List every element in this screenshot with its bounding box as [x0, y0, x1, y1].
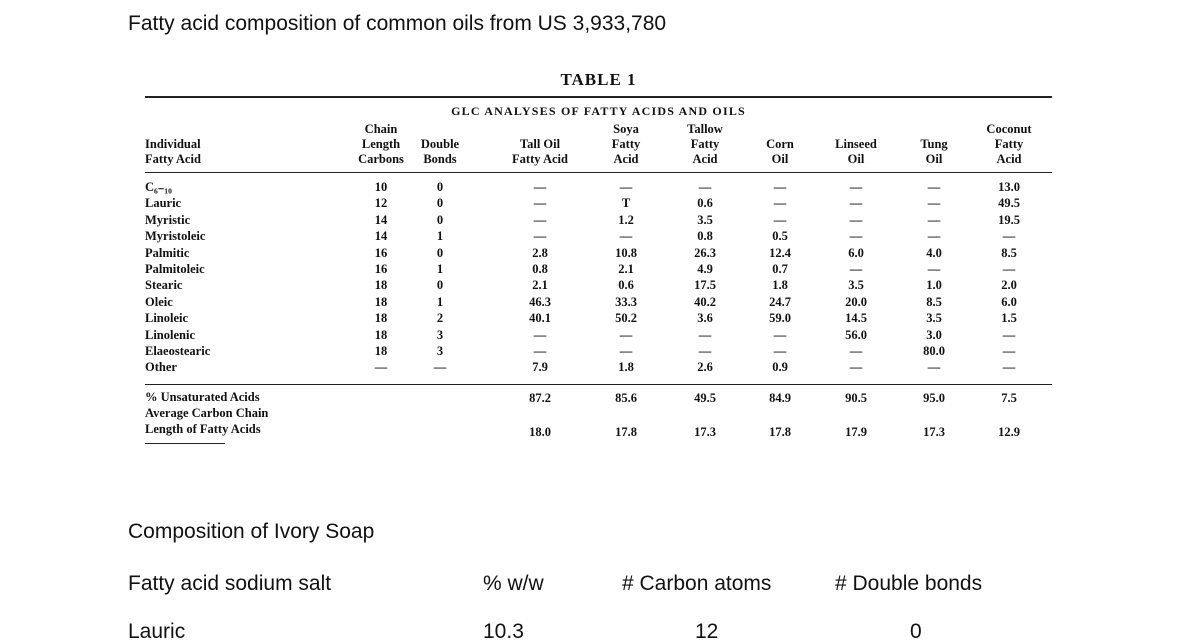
- table-cell: —: [927, 196, 941, 211]
- ivory-header-percent: % w/w: [483, 572, 544, 595]
- table-column-header: Individual Fatty Acid: [145, 137, 201, 166]
- summary-cell-unsaturated: 87.2: [529, 391, 551, 405]
- table-cell: —: [374, 360, 388, 375]
- table-cell: —: [927, 229, 941, 244]
- summary-cell-chain-length: 18.0: [529, 425, 551, 439]
- table-cell: —: [698, 180, 712, 194]
- table-top-rule: [145, 96, 1052, 98]
- table-row-label: Elaeostearic: [145, 344, 211, 358]
- table-cell: —: [773, 180, 787, 194]
- table-cell: —: [849, 212, 863, 227]
- table-cell: —: [849, 229, 863, 244]
- table-cell: —: [533, 196, 547, 211]
- table-cell: —: [927, 180, 941, 194]
- table-cell: 14.5: [845, 311, 867, 326]
- table-cell: 13.0: [998, 180, 1020, 194]
- table-cell: —: [619, 344, 633, 358]
- table-cell: 49.5: [998, 196, 1020, 211]
- summary-cell-chain-length: 17.8: [769, 425, 791, 439]
- table-subtitle: GLC ANALYSES OF FATTY ACIDS AND OILS: [451, 104, 746, 118]
- table-cell: 33.3: [615, 294, 637, 309]
- table-row-label: Palmitoleic: [145, 262, 205, 276]
- table-row-label: Other: [145, 360, 177, 375]
- table-cell: —: [619, 229, 633, 244]
- table-cell: 0.7: [772, 262, 788, 276]
- ivory-row-percent: 10.3: [483, 620, 524, 643]
- summary-cell-unsaturated: 84.9: [769, 391, 791, 405]
- table-cell: 2.1: [532, 278, 548, 293]
- table-row-label: C₆₋₁₀: [145, 180, 172, 194]
- table-cell: 8.5: [926, 294, 942, 309]
- table-cell: —: [619, 180, 633, 194]
- table-cell: 0: [436, 245, 444, 260]
- table-row-label: Myristoleic: [145, 229, 206, 244]
- table-cell: —: [773, 196, 787, 211]
- table-row-label: Oleic: [145, 294, 173, 309]
- table-cell: 18: [374, 311, 388, 326]
- table-cell: —: [1002, 344, 1016, 358]
- summary-cell-unsaturated: 7.5: [1001, 391, 1017, 405]
- table-cell: —: [1002, 327, 1016, 342]
- table-column-header: Linseed Oil: [835, 137, 877, 166]
- table-cell: 40.2: [694, 294, 716, 309]
- table-cell: —: [773, 327, 787, 342]
- ivory-row-double: 0: [910, 620, 922, 643]
- table-cell: 0.9: [772, 360, 788, 375]
- table-cell: 40.1: [529, 311, 551, 326]
- table-row-label: Stearic: [145, 278, 183, 293]
- table-cell: 0: [436, 278, 444, 293]
- summary-cell-unsaturated: 49.5: [694, 391, 716, 405]
- table-row-label: Palmitic: [145, 245, 190, 260]
- table-cell: 1.5: [1001, 311, 1017, 326]
- table-cell: 1.8: [772, 278, 788, 293]
- table-cell: 12: [374, 196, 388, 211]
- table-cell: 10.8: [615, 245, 637, 260]
- table-cell: 56.0: [845, 327, 867, 342]
- table-cell: —: [1002, 360, 1016, 375]
- table-cell: 14: [374, 212, 388, 227]
- table-cell: —: [849, 344, 863, 358]
- summary-cell-chain-length: 12.9: [998, 425, 1020, 439]
- table-cell: 0.5: [772, 229, 788, 244]
- page-heading: Fatty acid composition of common oils from US 3,933,780: [128, 12, 667, 35]
- table-cell: 1.0: [926, 278, 942, 293]
- table-cell: 0.6: [618, 278, 634, 293]
- table-body-rule: [145, 384, 1052, 385]
- ivory-header-carbon: # Carbon atoms: [622, 572, 772, 595]
- summary-label-chain-2: Length of Fatty Acids: [145, 422, 261, 436]
- table-cell: —: [927, 262, 941, 276]
- table-cell: 18: [374, 327, 388, 342]
- table-cell: 6.0: [848, 245, 864, 260]
- ivory-section-title: Composition of Ivory Soap: [128, 520, 375, 543]
- table-cell: 59.0: [769, 311, 791, 326]
- table-column-header: Double Bonds: [420, 137, 460, 166]
- table-cell: —: [849, 180, 863, 194]
- table-cell: 16: [374, 245, 388, 260]
- table-cell: T: [621, 196, 631, 211]
- table-cell: 26.3: [694, 245, 716, 260]
- table-column-header: Tall Oil Fatty Acid: [512, 137, 568, 166]
- table-cell: 14: [374, 229, 388, 244]
- table-cell: 0: [436, 196, 444, 211]
- table-cell: —: [1002, 229, 1016, 244]
- table-row-label: Lauric: [145, 196, 182, 211]
- table-column-header: Tung Oil: [920, 137, 948, 166]
- summary-cell-unsaturated: 95.0: [923, 391, 945, 405]
- summary-label-chain-1: Average Carbon Chain: [145, 406, 269, 420]
- table-row-label: Myristic: [145, 212, 191, 227]
- table-cell: —: [533, 229, 547, 244]
- table-cell: 24.7: [769, 294, 791, 309]
- table-cell: 3: [436, 327, 444, 342]
- summary-cell-unsaturated: 90.5: [845, 391, 867, 405]
- table-cell: 16: [374, 262, 388, 276]
- table-cell: 2.8: [532, 245, 548, 260]
- table-cell: —: [849, 262, 863, 276]
- table-cell: 1: [436, 262, 444, 276]
- table-cell: 3: [436, 344, 444, 358]
- table-cell: 6.0: [1001, 294, 1017, 309]
- table-column-header: Corn Oil: [766, 137, 794, 166]
- table-header-rule: [145, 172, 1052, 173]
- table-cell: —: [433, 360, 447, 375]
- table-cell: 4.9: [697, 262, 713, 276]
- table-column-header: Coconut Fatty Acid: [986, 122, 1032, 166]
- ivory-row-carbon: 12: [695, 620, 719, 643]
- table-cell: —: [773, 212, 787, 227]
- summary-cell-chain-length: 17.3: [694, 425, 716, 439]
- table-cell: 2.0: [1001, 278, 1017, 293]
- table-cell: 3.5: [697, 212, 713, 227]
- table-cell: —: [773, 344, 787, 358]
- table-cell: 12.4: [769, 245, 791, 260]
- table-cell: 3.5: [926, 311, 942, 326]
- table-cell: —: [1002, 262, 1016, 276]
- table-cell: —: [533, 212, 547, 227]
- ivory-header-double: # Double bonds: [835, 572, 983, 595]
- table-cell: 3.0: [926, 327, 942, 342]
- table-cell: 80.0: [923, 344, 945, 358]
- ivory-header-salt: Fatty acid sodium salt: [128, 572, 332, 595]
- table-cell: —: [927, 212, 941, 227]
- table-cell: 1: [436, 294, 444, 309]
- table-cell: 0: [436, 212, 444, 227]
- table-cell: 2.6: [697, 360, 713, 375]
- table-caption: TABLE 1: [560, 70, 637, 89]
- table-row-label: Linoleic: [145, 311, 189, 326]
- table-cell: 3.6: [697, 311, 713, 326]
- summary-cell-chain-length: 17.3: [923, 425, 945, 439]
- table-cell: 3.5: [848, 278, 864, 293]
- table-cell: 1.2: [618, 212, 634, 227]
- summary-label-unsaturated: % Unsaturated Acids: [145, 390, 260, 404]
- summary-cell-unsaturated: 85.6: [615, 391, 637, 405]
- table-cell: 1.8: [618, 360, 634, 375]
- table-cell: 7.9: [532, 360, 548, 375]
- table-cell: 0.8: [697, 229, 713, 244]
- table-cell: 18: [374, 278, 388, 293]
- table-cell: 18: [374, 294, 388, 309]
- table-cell: 10: [374, 180, 388, 194]
- ivory-row-name: Lauric: [128, 620, 186, 643]
- table-cell: 0.6: [697, 196, 713, 211]
- table-cell: 50.2: [615, 311, 637, 326]
- table-cell: —: [619, 327, 633, 342]
- table-column-header: Tallow Fatty Acid: [687, 122, 723, 166]
- table-column-header: Chain Length Carbons: [358, 122, 404, 166]
- table-cell: —: [849, 360, 863, 375]
- table-cell: 20.0: [845, 294, 867, 309]
- table-cell: 19.5: [998, 212, 1020, 227]
- table-cell: —: [927, 360, 941, 375]
- table-cell: —: [698, 344, 712, 358]
- table-column-header: Soya Fatty Acid: [611, 122, 641, 166]
- summary-cell-chain-length: 17.8: [615, 425, 637, 439]
- table-bottom-rule: [145, 443, 225, 444]
- table-cell: 18: [374, 344, 388, 358]
- table-row-label: Linolenic: [145, 327, 196, 342]
- table-cell: 2: [436, 311, 444, 326]
- table-cell: 0: [436, 180, 444, 194]
- table-cell: —: [698, 327, 712, 342]
- table-cell: 4.0: [926, 245, 942, 260]
- table-cell: —: [849, 196, 863, 211]
- table-cell: 2.1: [618, 262, 634, 276]
- table-cell: —: [533, 327, 547, 342]
- summary-cell-chain-length: 17.9: [845, 425, 867, 439]
- table-cell: —: [533, 180, 547, 194]
- table-cell: 46.3: [529, 294, 551, 309]
- table-cell: 0.8: [532, 262, 548, 276]
- table-cell: 8.5: [1001, 245, 1017, 260]
- table-cell: 17.5: [694, 278, 716, 293]
- table-cell: —: [533, 344, 547, 358]
- table-cell: 1: [436, 229, 444, 244]
